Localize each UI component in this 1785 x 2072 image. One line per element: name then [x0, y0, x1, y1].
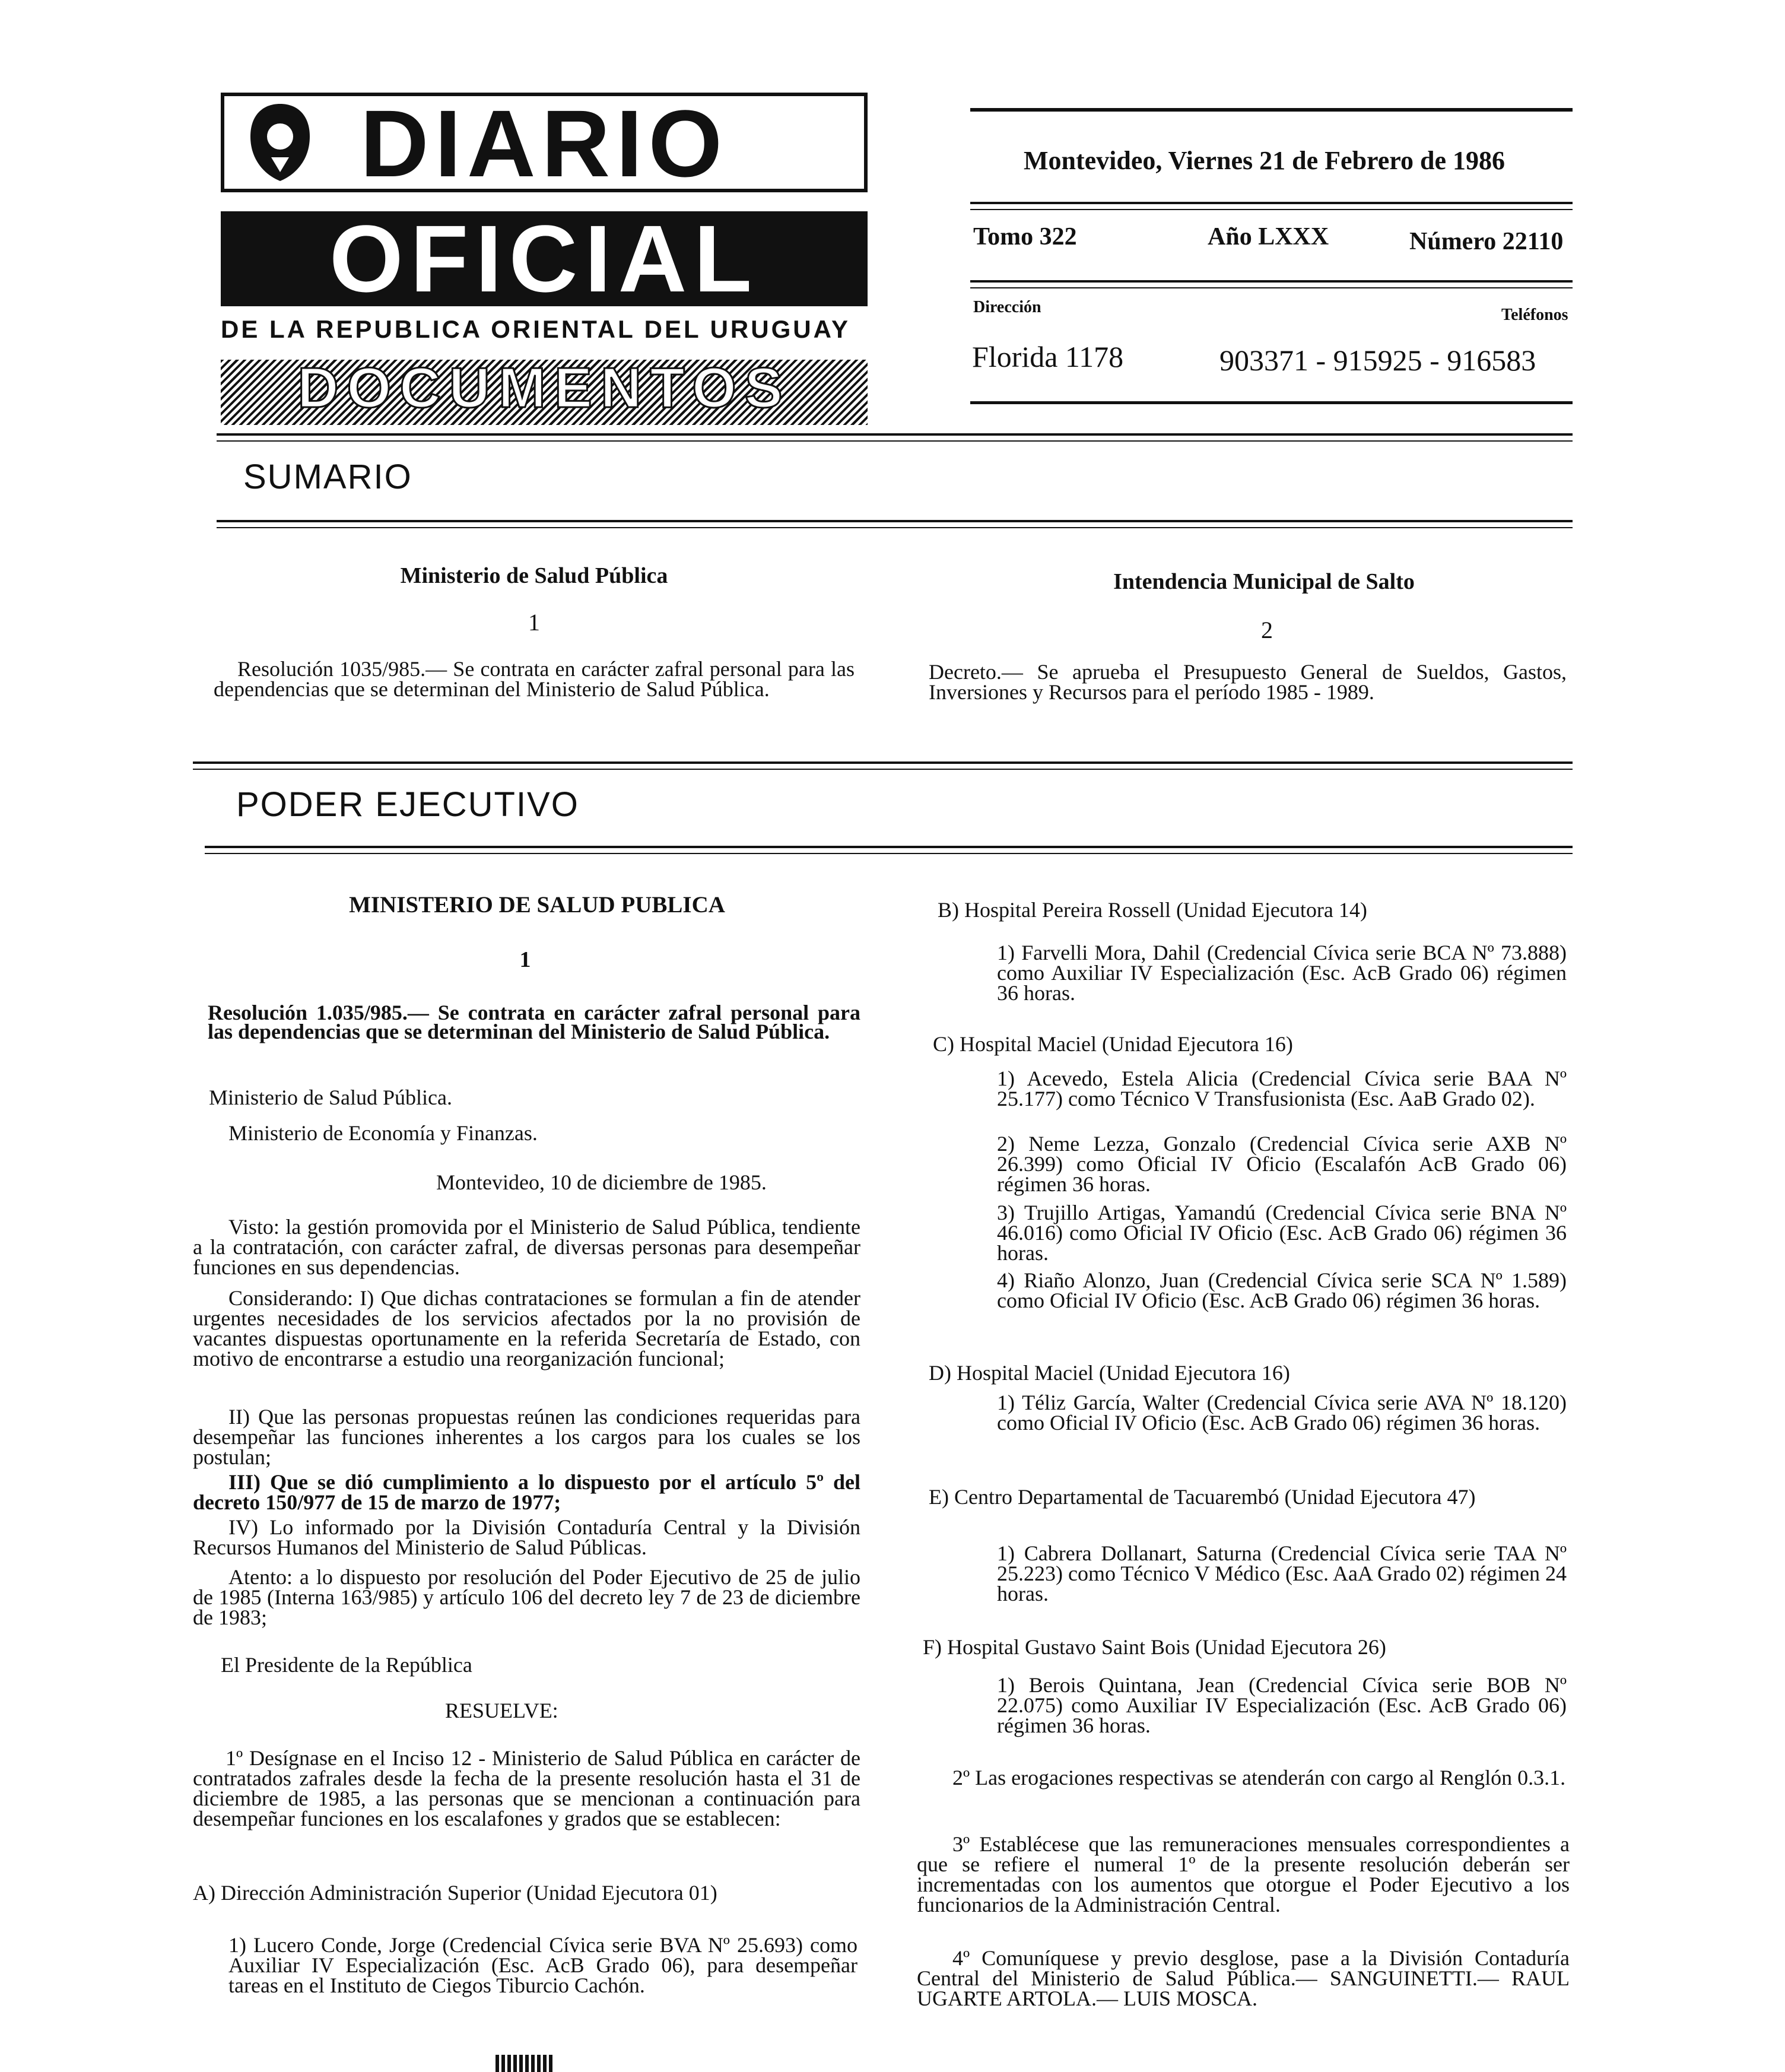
sumario-rule-top [217, 433, 1573, 436]
masthead-oficial: OFICIAL [221, 211, 868, 306]
article-2: 2º Las erogaciones respectivas se atenderán con cargo al Renglón 0.3.1. [952, 1766, 1566, 1789]
section-d-item-1: 1) Téliz García, Walter (Credencial Cívica serie AVA Nº 18.120) como Oficial IV Oficio (Esc. AcB Grado 06) régimen 36 horas. [997, 1391, 1567, 1435]
presidente: El Presidente de la República [221, 1653, 472, 1677]
header-rule-top [970, 108, 1573, 112]
coat-of-arms-icon [244, 101, 316, 184]
sumario-right-heading: Intendencia Municipal de Salto [1113, 569, 1415, 594]
section-c-item-2: 2) Neme Lezza, Gonzalo (Credencial Cívica serie AXB Nº 26.399) como Oficial IV Oficio (Escalafón AcB Grado 06) régimen 36 horas. [997, 1132, 1567, 1196]
section-d-heading: D) Hospital Maciel (Unidad Ejecutora 16) [929, 1361, 1290, 1385]
poder-rule-top-b [193, 769, 1573, 770]
section-b-heading: B) Hospital Pereira Rossell (Unidad Ejecutora 14) [938, 898, 1367, 922]
resolution-number: 1 [519, 947, 531, 972]
numero: Número 22110 [1409, 228, 1564, 255]
masthead-subtitle: DE LA REPUBLICA ORIENTAL DEL URUGUAY [221, 317, 868, 347]
direccion-label: Dirección [973, 298, 1041, 316]
sumario-right-number: 2 [1261, 617, 1273, 643]
considerando-2: II) Que las personas propuestas reúnen las condiciones requeridas para desempeñar las funciones inherentes a los cargos para los cuales se los postulan; [193, 1405, 860, 1469]
section-e-heading: E) Centro Departamental de Tacuarembó (Unidad Ejecutora 47) [929, 1485, 1476, 1509]
header-rule-2b [970, 209, 1573, 210]
sumario-rule-mid [217, 520, 1573, 522]
article-3: 3º Establécese que las remuneraciones mensuales correspondientes a que se refiere el numeral 1º de la presente resolución deberán ser incrementadas con los aumentos que otorgue el Poder Ejecutivo a los funcionarios de la Administración Central. [917, 1832, 1570, 1916]
direccion-value: Florida 1178 [972, 340, 1124, 373]
section-c-item-3: 3) Trujillo Artigas, Yamandú (Credencial Cívica serie BNA Nº 46.016) como Oficial IV Oficio (Esc. AcB Grado 06) régimen 36 horas. [997, 1201, 1567, 1265]
ministry-1: Ministerio de Salud Pública. [209, 1086, 452, 1109]
header-rule-2 [970, 202, 1573, 204]
considerando-1: Considerando: I) Que dichas contrataciones se formulan a fin de atender urgentes necesidades de los servicios afectados por la no provisión de vacantes dispuestas oportunamente en la referida Secretaría de Estado, con motivo de encontrarse a estudio una reorganización funcional; [193, 1286, 860, 1370]
section-a-heading: A) Dirección Administración Superior (Unidad Ejecutora 01) [193, 1881, 717, 1905]
considerando-3: III) Que se dió cumplimiento a lo dispuesto por el artículo 5º del decreto 150/977 de 15 de marzo de 1977; [193, 1470, 860, 1514]
print-mark [496, 2055, 555, 2072]
masthead-diario: DIARIO [221, 93, 868, 192]
sumario-title: SUMARIO [243, 458, 412, 496]
resuelve: RESUELVE: [445, 1699, 558, 1722]
poder-rule-top [193, 761, 1573, 764]
ministry-heading: MINISTERIO DE SALUD PUBLICA [349, 892, 725, 918]
masthead [221, 90, 868, 425]
sumario-left-heading: Ministerio de Salud Pública [400, 563, 668, 588]
ministry-2: Ministerio de Economía y Finanzas. [228, 1121, 538, 1145]
header-rule-3b [970, 287, 1573, 288]
header-rule-bottom [970, 401, 1573, 404]
resolution-title: Resolución 1.035/985.— Se contrata en carácter zafral personal para las dependencias que se determinan del Ministerio de Salud Pública. [208, 1001, 860, 1043]
header-rule-3 [970, 280, 1573, 283]
sumario-rule-top-b [217, 440, 1573, 442]
article-1: 1º Desígnase en el Inciso 12 - Ministerio de Salud Pública en carácter de contratados zafrales desde la fecha de la presente resolución hasta el 31 de diciembre de 1985, a las personas que se mencionan a continuación para desempeñar funciones en los escalafones y grados que se establecen: [193, 1746, 860, 1830]
sumario-left-number: 1 [528, 609, 540, 636]
issue-date: Montevideo, Viernes 21 de Febrero de 1986 [1024, 146, 1506, 175]
section-f-item-1: 1) Berois Quintana, Jean (Credencial Cívica serie BOB Nº 22.075) como Auxiliar IV Especialización (Esc. AcB Grado 06) régimen 36 horas. [997, 1673, 1567, 1737]
sumario-left-text: Resolución 1035/985.— Se contrata en carácter zafral personal para las dependencias que se determinan del Ministerio de Salud Pública. [214, 657, 855, 701]
anio: Año LXXX [1208, 223, 1329, 250]
tomo: Tomo 322 [973, 223, 1077, 250]
section-c-heading: C) Hospital Maciel (Unidad Ejecutora 16) [933, 1032, 1293, 1056]
place-date: Montevideo, 10 de diciembre de 1985. [436, 1170, 767, 1194]
visto: Visto: la gestión promovida por el Ministerio de Salud Pública, tendiente a la contratación, con carácter zafral, de diversas personas para desempeñar funciones en sus dependencias. [193, 1215, 860, 1279]
section-a-item-1: 1) Lucero Conde, Jorge (Credencial Cívica serie BVA Nº 25.693) como Auxiliar IV Especialización (Esc. AcB Grado 06), para desempeñar tareas en el Instituto de Ciegos Tiburcio Cachón. [228, 1933, 857, 1997]
section-c-item-1: 1) Acevedo, Estela Alicia (Credencial Cívica serie BAA Nº 25.177) como Técnico V Transfusionista (Esc. AaB Grado 02). [997, 1067, 1567, 1110]
poder-rule-bottom [205, 846, 1573, 848]
section-f-heading: F) Hospital Gustavo Saint Bois (Unidad Ejecutora 26) [923, 1635, 1386, 1659]
considerando-4: IV) Lo informado por la División Contaduría Central y la División Recursos Humanos del Ministerio de Salud Públicas. [193, 1515, 860, 1559]
telefonos-label: Teléfonos [1501, 306, 1568, 324]
section-b-item-1: 1) Farvelli Mora, Dahil (Credencial Cívica serie BCA Nº 73.888) como Auxiliar IV Especialización (Esc. AcB Grado 06) régimen 36 horas. [997, 941, 1567, 1005]
sumario-right-text: Decreto.— Se aprueba el Presupuesto General de Sueldos, Gastos, Inversiones y Recursos para el período 1985 - 1989. [929, 660, 1567, 704]
article-4: 4º Comuníquese y previo desglose, pase a la División Contaduría Central del Ministerio de Salud Pública.— SANGUINETTI.— RAUL UGARTE ARTOLA.— LUIS MOSCA. [917, 1946, 1570, 2010]
poder-rule-bottom-b [205, 853, 1573, 854]
telefonos-value: 903371 - 915925 - 916583 [1219, 344, 1536, 377]
atento: Atento: a lo dispuesto por resolución del Poder Ejecutivo de 25 de julio de 1985 (Interna 163/985) y artículo 106 del decreto ley 7 de 23 de diciembre de 1983; [193, 1565, 860, 1629]
section-c-item-4: 4) Riaño Alonzo, Juan (Credencial Cívica serie SCA Nº 1.589) como Oficial IV Oficio (Esc. AcB Grado 06) régimen 36 horas. [997, 1268, 1567, 1312]
sumario-rule-mid-b [217, 527, 1573, 528]
poder-title: PODER EJECUTIVO [236, 785, 579, 824]
masthead-documentos: DOCUMENTOS [221, 360, 868, 425]
section-e-item-1: 1) Cabrera Dollanart, Saturna (Credencial Cívica serie TAA Nº 25.223) como Técnico V Médico (Esc. AaA Grado 02) régimen 24 horas. [997, 1541, 1567, 1605]
